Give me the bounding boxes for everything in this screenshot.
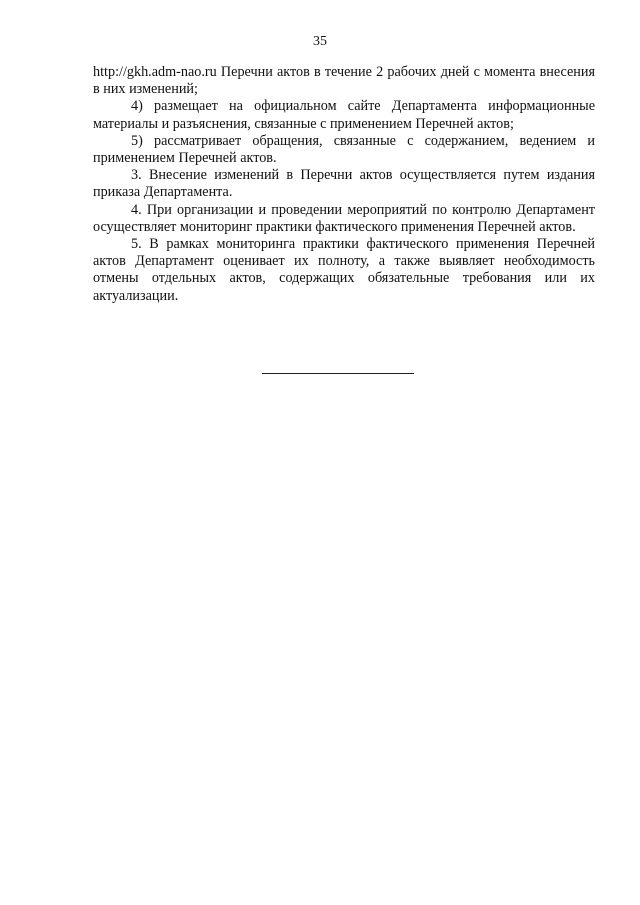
paragraph-item-5-review-appeals: 5) рассматривает обращения, связанные с содержанием, ведением и применением Перечней актов. <box>93 132 595 167</box>
page-number: 35 <box>313 34 327 49</box>
paragraph-section-3-amendments: 3. Внесение изменений в Перечни актов осуществляется путем издания приказа Департамента. <box>93 167 595 201</box>
paragraph-item-4-publish-materials: 4) размещает на официальном сайте Департамента информационные материалы и разъяснения, связанные с применением Перечней актов; <box>93 98 595 132</box>
paragraph-section-5-evaluation: 5. В рамках мониторинга практики фактического применения Перечней актов Департамент оценивает их полноту, а также выявляет необходимость отмены отдельных актов, содержащих обязательные требования или их актуализации. <box>93 236 595 304</box>
paragraph-publication-continuation: http://gkh.adm-nao.ru Перечни актов в течение 2 рабочих дней с момента внесения в них изменений; <box>93 64 595 98</box>
paragraph-section-4-monitoring: 4. При организации и проведении мероприятий по контролю Департамент осуществляет мониторинг практики фактического применения Перечней актов. <box>93 201 595 235</box>
end-of-document-separator <box>262 373 414 374</box>
document-body <box>93 64 595 305</box>
